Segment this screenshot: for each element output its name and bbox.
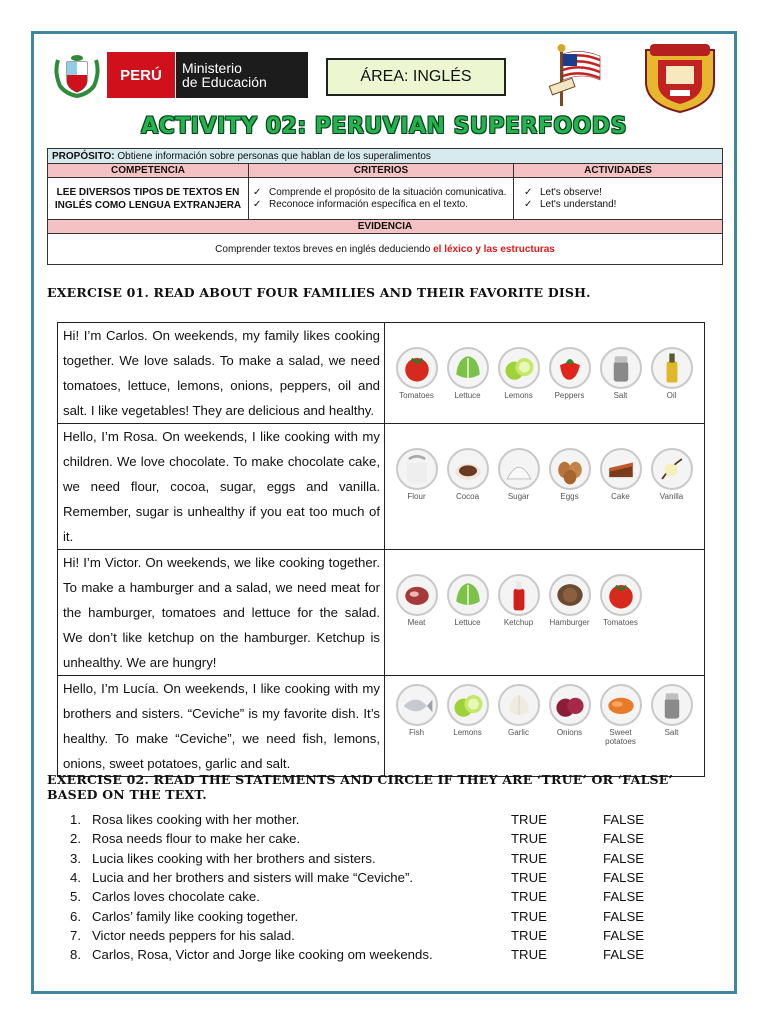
ingredient-label: Lemons (453, 728, 482, 737)
family-row (58, 676, 705, 777)
ingredient-label: Lettuce (454, 391, 481, 400)
area-box: ÁREA: INGLÉS (326, 58, 506, 96)
purpose-cell: PROPÓSITO: Obtiene información sobre personas que hablan de los superalimentos (48, 149, 723, 164)
evidencia-header: EVIDENCIA (48, 220, 723, 234)
statement-text: Carlos’ family like cooking together. (92, 908, 299, 924)
false-option[interactable]: FALSE (603, 947, 645, 963)
garlic-icon (498, 684, 540, 726)
sweet-potato-icon (600, 684, 642, 726)
hamburger-icon (549, 574, 591, 616)
ingredient-label: Fish (408, 728, 425, 737)
gov-country-label: PERÚ (107, 52, 175, 98)
ingredient-label: Cake (611, 492, 630, 501)
ingredient-item (544, 684, 595, 737)
statement-number: 3. (70, 850, 81, 866)
statement-number: 5. (70, 889, 81, 905)
false-option[interactable]: FALSE (603, 812, 645, 828)
ingredient-item (493, 574, 544, 627)
statement-row (70, 849, 690, 868)
family-row (58, 323, 705, 424)
true-option[interactable]: TRUE (511, 927, 547, 943)
statement-text: Carlos loves chocolate cake. (92, 889, 260, 905)
true-option[interactable]: TRUE (511, 870, 547, 886)
exercise1-title: EXERCISE 01. READ ABOUT FOUR FAMILIES AND THEIR FAVORITE DISH. (47, 285, 591, 300)
ingredient-item (442, 684, 493, 737)
ingredient-label: Ketchup (503, 618, 534, 627)
ingredient-label: Tomatoes (399, 391, 434, 400)
competency-table (47, 148, 723, 265)
true-option[interactable]: TRUE (511, 812, 547, 828)
cocoa-icon (447, 448, 489, 490)
ingredient-item (646, 347, 697, 400)
true-option[interactable]: TRUE (511, 850, 547, 866)
ingredient-label: Sweet potatoes (605, 728, 636, 746)
check-icon: ✓ (524, 186, 533, 198)
true-option[interactable]: TRUE (511, 908, 547, 924)
header-actividades: ACTIVIDADES (514, 164, 723, 178)
ingredient-item (391, 684, 442, 737)
families-table (57, 322, 705, 777)
false-option[interactable]: FALSE (603, 889, 645, 905)
flour-icon (396, 448, 438, 490)
actividades-cell: ✓ Let's observe! ✓ Let's understand! (514, 178, 723, 220)
pepper-icon (549, 347, 591, 389)
ingredient-label: Garlic (508, 728, 529, 737)
lettuce-icon (447, 574, 489, 616)
statement-number: 7. (70, 927, 81, 943)
criterios-cell: ✓ Comprende el propósito de la situación comunicativa. ✓ Reconoce información específica en el texto. (249, 178, 514, 220)
family-row (58, 550, 705, 676)
tomato-icon (600, 574, 642, 616)
ingredient-item (442, 448, 493, 501)
check-icon: ✓ (253, 198, 262, 210)
activity-title: ACTIVITY 02: PERUVIAN SUPERFOODS (141, 114, 627, 139)
ingredients-cell (385, 550, 705, 676)
ingredient-item (544, 347, 595, 400)
ingredient-item (544, 448, 595, 501)
false-option[interactable]: FALSE (603, 908, 645, 924)
ingredient-label: Oil (666, 391, 677, 400)
fish-icon (396, 684, 438, 726)
ingredient-label: Sugar (507, 492, 530, 501)
competencia-cell: LEE DIVERSOS TIPOS DE TEXTOS EN INGLÉS COMO LENGUA EXTRANJERA (48, 178, 249, 220)
true-option[interactable]: TRUE (511, 889, 547, 905)
ingredient-item (391, 448, 442, 501)
ingredient-label: Flour (407, 492, 426, 501)
lemon-icon (498, 347, 540, 389)
ingredients-cell (385, 424, 705, 550)
lettuce-icon (447, 347, 489, 389)
salt-icon (600, 347, 642, 389)
ingredient-item (442, 347, 493, 400)
ingredient-label: Eggs (560, 492, 579, 501)
check-icon: ✓ (253, 186, 262, 198)
ingredient-label: Vanilla (659, 492, 684, 501)
gov-ministry-label: Ministerio de Educación (175, 52, 308, 98)
false-option[interactable]: FALSE (603, 870, 645, 886)
ingredient-label: Salt (664, 728, 679, 737)
ingredient-label: Hamburger (549, 618, 590, 627)
true-option[interactable]: TRUE (511, 831, 547, 847)
eggs-icon (549, 448, 591, 490)
ingredient-label: Lemons (504, 391, 533, 400)
statement-text: Lucia and her brothers and sisters will make “Ceviche”. (92, 870, 414, 886)
header-criterios: CRITERIOS (249, 164, 514, 178)
ingredient-item (595, 574, 646, 627)
ingredient-item (595, 347, 646, 400)
school-crest-icon (640, 42, 720, 114)
lemon-icon (447, 684, 489, 726)
ingredients-cell (385, 676, 705, 777)
ingredient-item (646, 448, 697, 501)
onion-icon (549, 684, 591, 726)
meat-icon (396, 574, 438, 616)
ingredient-item (493, 684, 544, 737)
salt-icon (651, 684, 693, 726)
ingredient-item (595, 684, 646, 746)
false-option[interactable]: FALSE (603, 927, 645, 943)
tomato-icon (396, 347, 438, 389)
family-row (58, 424, 705, 550)
exercise2-title: EXERCISE 02. READ THE STATEMENTS AND CIRCLE IF THEY ARE ‘TRUE’ OR ‘FALSE’ BASED ON THE TEXT. (47, 772, 674, 802)
statement-text: Carlos, Rosa, Victor and Jorge like cooking om weekends. (92, 947, 433, 963)
peru-coat-of-arms-icon (52, 52, 102, 98)
statement-text: Lucia likes cooking with her brothers and sisters. (92, 850, 376, 866)
ingredient-item (442, 574, 493, 627)
statement-row (70, 810, 690, 829)
ingredient-label: Cocoa (455, 492, 480, 501)
check-icon: ✓ (524, 198, 533, 210)
ministry-logo (107, 52, 308, 98)
true-option[interactable]: TRUE (511, 947, 547, 963)
ingredient-label: Meat (407, 618, 426, 627)
ingredient-label: Salt (613, 391, 628, 400)
statement-text: Victor needs peppers for his salad. (92, 927, 295, 943)
oil-bottle-icon (651, 347, 693, 389)
ingredient-item (595, 448, 646, 501)
family-text: Hello, I’m Lucía. On weekends, I like cooking with my brothers and sisters. “Ceviche” is my favorite dish. It’s healthy. To make “Ceviche”, we need fish, lemons, onions, sweet potatoes, garlic and salt. (58, 676, 385, 777)
ketchup-icon (498, 574, 540, 616)
ingredient-item (391, 574, 442, 627)
statement-row (70, 945, 690, 964)
ingredient-label: Lettuce (454, 618, 481, 627)
family-text: Hi! I’m Victor. On weekends, we like cooking together. To make a hamburger and a salad, we need meat for the hamburger, tomatoes and lettuce for the salad. We don’t like ketchup on the hamburger. Ketchup is unhealthy. We are hungry! (58, 550, 385, 676)
ingredient-item (646, 684, 697, 737)
family-text: Hi! I’m Carlos. On weekends, my family likes cooking together. We love salads. To make a salad, we need tomatoes, lettuce, lemons, onions, peppers, oil and salt. I like vegetables! They are delicious and healthy. (58, 323, 385, 424)
false-option[interactable]: FALSE (603, 850, 645, 866)
ingredient-item (391, 347, 442, 400)
ingredients-cell (385, 323, 705, 424)
statement-number: 4. (70, 870, 81, 886)
statement-text: Rosa likes cooking with her mother. (92, 812, 300, 828)
sugar-icon (498, 448, 540, 490)
family-text: Hello, I’m Rosa. On weekends, I like cooking with my children. We love chocolate. To make chocolate cake, we need flour, cocoa, sugar, eggs and vanilla. Remember, sugar is unhealthy if you eat too much of it. (58, 424, 385, 550)
ingredient-label: Peppers (554, 391, 585, 400)
usa-flag-logo-icon (540, 42, 606, 108)
cake-icon (600, 448, 642, 490)
evidencia-text: Comprender textos breves en inglés deduciendo el léxico y las estructuras (48, 234, 723, 265)
statement-text: Rosa needs flour to make her cake. (92, 831, 301, 847)
statement-number: 6. (70, 908, 81, 924)
vanilla-icon (651, 448, 693, 490)
ingredient-label: Onions (556, 728, 583, 737)
statement-row (70, 926, 690, 945)
statement-row (70, 829, 690, 848)
ingredient-item (493, 347, 544, 400)
statement-row (70, 887, 690, 906)
ingredient-label: Tomatoes (603, 618, 638, 627)
false-option[interactable]: FALSE (603, 831, 645, 847)
statement-row (70, 868, 690, 887)
statements-list (70, 810, 690, 964)
statement-number: 8. (70, 947, 81, 963)
statement-number: 1. (70, 812, 81, 828)
statement-number: 2. (70, 831, 81, 847)
statement-row (70, 906, 690, 925)
ingredient-item (493, 448, 544, 501)
ingredient-item (544, 574, 595, 627)
header-competencia: COMPETENCIA (48, 164, 249, 178)
